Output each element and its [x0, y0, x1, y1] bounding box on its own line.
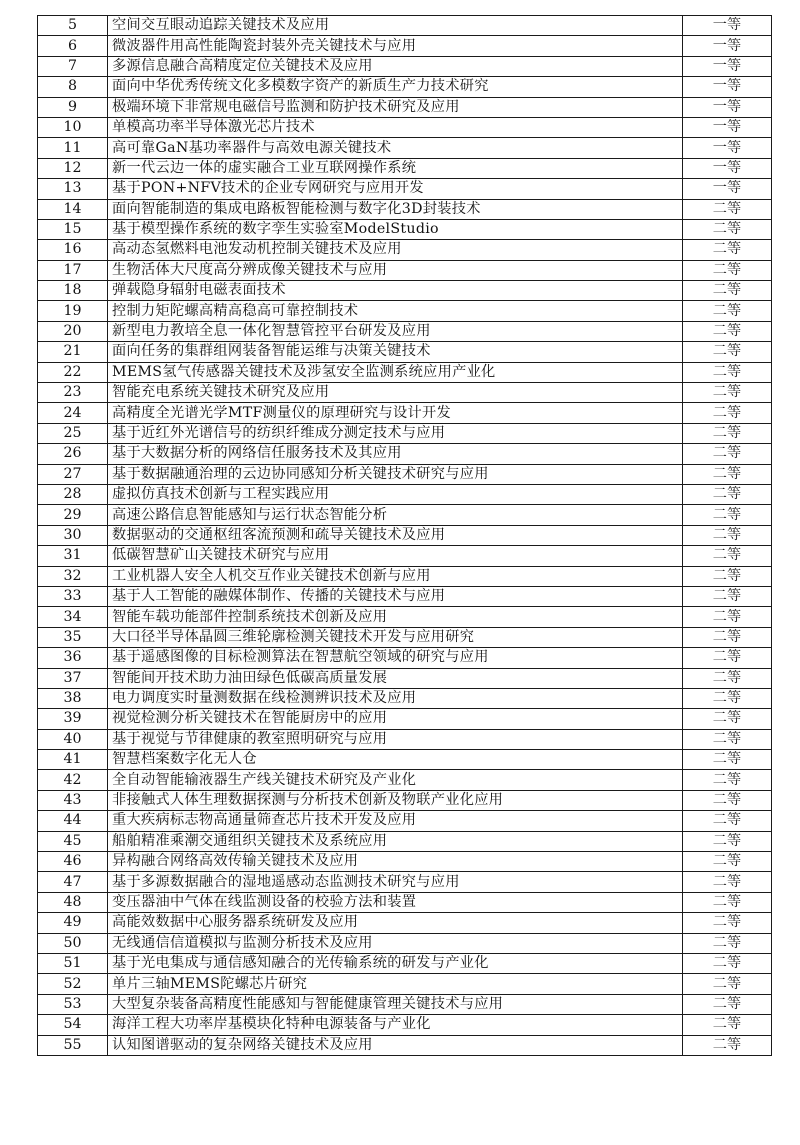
award-grade-cell: 一等: [683, 179, 772, 199]
row-number-cell: 27: [38, 464, 108, 484]
row-number-cell: 31: [38, 546, 108, 566]
row-number-cell: 47: [38, 872, 108, 892]
award-grade-cell: 一等: [683, 138, 772, 158]
table-row: [38, 913, 772, 933]
award-grade-cell: 二等: [683, 974, 772, 994]
row-number-cell: 17: [38, 260, 108, 280]
row-number-cell: 11: [38, 138, 108, 158]
table-row: [38, 525, 772, 545]
project-name-cell: 弹载隐身辐射电磁表面技术: [108, 281, 683, 301]
project-name-cell: 多源信息融合高精度定位关键技术及应用: [108, 56, 683, 76]
award-grade-cell: 二等: [683, 709, 772, 729]
project-name-cell: 大口径半导体晶圆三维轮廓检测关键技术开发与应用研究: [108, 627, 683, 647]
project-name-cell: 基于大数据分析的网络信任服务技术及其应用: [108, 444, 683, 464]
project-name-cell: 低碳智慧矿山关键技术研究与应用: [108, 546, 683, 566]
row-number-cell: 18: [38, 281, 108, 301]
project-name-cell: 单片三轴MEMS陀螺芯片研究: [108, 974, 683, 994]
award-grade-cell: 二等: [683, 668, 772, 688]
award-grade-cell: 一等: [683, 36, 772, 56]
table-row: [38, 790, 772, 810]
project-name-cell: 电力调度实时量测数据在线检测辨识技术及应用: [108, 688, 683, 708]
row-number-cell: 21: [38, 342, 108, 362]
table-row: [38, 16, 772, 36]
table-row: [38, 1015, 772, 1035]
project-name-cell: 视觉检测分析关键技术在智能厨房中的应用: [108, 709, 683, 729]
award-table-body: [38, 16, 772, 1056]
project-name-cell: 智能车载功能部件控制系统技术创新及应用: [108, 607, 683, 627]
award-grade-cell: 二等: [683, 423, 772, 443]
table-row: [38, 219, 772, 239]
row-number-cell: 44: [38, 811, 108, 831]
table-row: [38, 729, 772, 749]
project-name-cell: 基于人工智能的融媒体制作、传播的关键技术与应用: [108, 586, 683, 606]
project-name-cell: 高能效数据中心服务器系统研发及应用: [108, 913, 683, 933]
row-number-cell: 37: [38, 668, 108, 688]
row-number-cell: 24: [38, 403, 108, 423]
award-grade-cell: 二等: [683, 627, 772, 647]
row-number-cell: 33: [38, 586, 108, 606]
table-row: [38, 281, 772, 301]
table-row: [38, 546, 772, 566]
project-name-cell: 工业机器人安全人机交互作业关键技术创新与应用: [108, 566, 683, 586]
award-grade-cell: 二等: [683, 892, 772, 912]
award-grade-cell: 二等: [683, 953, 772, 973]
project-name-cell: 新型电力教培全息一体化智慧管控平台研发及应用: [108, 321, 683, 341]
row-number-cell: 43: [38, 790, 108, 810]
row-number-cell: 6: [38, 36, 108, 56]
row-number-cell: 36: [38, 648, 108, 668]
project-name-cell: 认知图谱驱动的复杂网络关键技术及应用: [108, 1035, 683, 1055]
row-number-cell: 28: [38, 484, 108, 504]
project-name-cell: 空间交互眼动追踪关键技术及应用: [108, 16, 683, 36]
project-name-cell: 虚拟仿真技术创新与工程实践应用: [108, 484, 683, 504]
row-number-cell: 30: [38, 525, 108, 545]
table-row: [38, 668, 772, 688]
row-number-cell: 22: [38, 362, 108, 382]
row-number-cell: 32: [38, 566, 108, 586]
project-name-cell: 基于近红外光谱信号的纺织纤维成分测定技术与应用: [108, 423, 683, 443]
table-row: [38, 484, 772, 504]
table-row: [38, 260, 772, 280]
award-grade-cell: 二等: [683, 444, 772, 464]
project-name-cell: 数据驱动的交通枢纽客流预测和疏导关键技术及应用: [108, 525, 683, 545]
table-row: [38, 994, 772, 1014]
award-grade-cell: 二等: [683, 729, 772, 749]
award-grade-cell: 二等: [683, 484, 772, 504]
row-number-cell: 49: [38, 913, 108, 933]
row-number-cell: 50: [38, 933, 108, 953]
award-grade-cell: 二等: [683, 321, 772, 341]
table-row: [38, 607, 772, 627]
award-grade-cell: 二等: [683, 607, 772, 627]
table-row: [38, 892, 772, 912]
table-row: [38, 77, 772, 97]
award-grade-cell: 一等: [683, 56, 772, 76]
award-grade-cell: 二等: [683, 505, 772, 525]
row-number-cell: 19: [38, 301, 108, 321]
project-name-cell: 面向智能制造的集成电路板智能检测与数字化3D封装技术: [108, 199, 683, 219]
award-grade-cell: 二等: [683, 219, 772, 239]
project-name-cell: 智能充电系统关键技术研究及应用: [108, 383, 683, 403]
award-grade-cell: 二等: [683, 546, 772, 566]
table-row: [38, 688, 772, 708]
project-name-cell: 基于数据融通治理的云边协同感知分析关键技术研究与应用: [108, 464, 683, 484]
award-grade-cell: 二等: [683, 648, 772, 668]
table-row: [38, 770, 772, 790]
row-number-cell: 40: [38, 729, 108, 749]
award-grade-cell: 二等: [683, 383, 772, 403]
table-row: [38, 505, 772, 525]
row-number-cell: 51: [38, 953, 108, 973]
project-name-cell: 单模高功率半导体激光芯片技术: [108, 117, 683, 137]
row-number-cell: 55: [38, 1035, 108, 1055]
award-grade-cell: 二等: [683, 750, 772, 770]
table-row: [38, 138, 772, 158]
project-name-cell: 高速公路信息智能感知与运行状态智能分析: [108, 505, 683, 525]
table-row: [38, 36, 772, 56]
table-row: [38, 240, 772, 260]
table-row: [38, 1035, 772, 1055]
row-number-cell: 14: [38, 199, 108, 219]
row-number-cell: 45: [38, 831, 108, 851]
award-grade-cell: 二等: [683, 566, 772, 586]
project-name-cell: 智能间开技术助力油田绿色低碳高质量发展: [108, 668, 683, 688]
award-grade-cell: 二等: [683, 770, 772, 790]
award-grade-cell: 二等: [683, 933, 772, 953]
award-grade-cell: 二等: [683, 403, 772, 423]
award-grade-cell: 一等: [683, 77, 772, 97]
row-number-cell: 52: [38, 974, 108, 994]
table-row: [38, 811, 772, 831]
project-name-cell: 变压器油中气体在线监测设备的校验方法和装置: [108, 892, 683, 912]
project-name-cell: 基于PON+NFV技术的企业专网研究与应用开发: [108, 179, 683, 199]
award-grade-cell: 二等: [683, 994, 772, 1014]
project-name-cell: 智慧档案数字化无人仓: [108, 750, 683, 770]
project-name-cell: 高精度全光谱光学MTF测量仪的原理研究与设计开发: [108, 403, 683, 423]
table-row: [38, 750, 772, 770]
award-table: [37, 15, 772, 1056]
award-grade-cell: 二等: [683, 872, 772, 892]
table-row: [38, 852, 772, 872]
row-number-cell: 15: [38, 219, 108, 239]
table-row: [38, 403, 772, 423]
award-grade-cell: 一等: [683, 16, 772, 36]
row-number-cell: 41: [38, 750, 108, 770]
project-name-cell: 海洋工程大功率岸基模块化特种电源装备与产业化: [108, 1015, 683, 1035]
table-row: [38, 648, 772, 668]
row-number-cell: 20: [38, 321, 108, 341]
project-name-cell: 面向任务的集群组网装备智能运维与决策关键技术: [108, 342, 683, 362]
row-number-cell: 39: [38, 709, 108, 729]
table-row: [38, 953, 772, 973]
project-name-cell: 高动态氢燃料电池发动机控制关键技术及应用: [108, 240, 683, 260]
award-grade-cell: 二等: [683, 260, 772, 280]
table-row: [38, 974, 772, 994]
row-number-cell: 7: [38, 56, 108, 76]
project-name-cell: MEMS氢气传感器关键技术及涉氢安全监测系统应用产业化: [108, 362, 683, 382]
table-row: [38, 179, 772, 199]
award-grade-cell: 一等: [683, 97, 772, 117]
row-number-cell: 8: [38, 77, 108, 97]
award-grade-cell: 一等: [683, 158, 772, 178]
table-row: [38, 342, 772, 362]
project-name-cell: 船舶精准乘潮交通组织关键技术及系统应用: [108, 831, 683, 851]
project-name-cell: 生物活体大尺度高分辨成像关键技术与应用: [108, 260, 683, 280]
award-grade-cell: 二等: [683, 362, 772, 382]
row-number-cell: 29: [38, 505, 108, 525]
row-number-cell: 23: [38, 383, 108, 403]
row-number-cell: 9: [38, 97, 108, 117]
row-number-cell: 38: [38, 688, 108, 708]
project-name-cell: 新一代云边一体的虚实融合工业互联网操作系统: [108, 158, 683, 178]
project-name-cell: 大型复杂装备高精度性能感知与智能健康管理关键技术与应用: [108, 994, 683, 1014]
project-name-cell: 异构融合网络高效传输关键技术及应用: [108, 852, 683, 872]
project-name-cell: 全自动智能输液器生产线关键技术研究及产业化: [108, 770, 683, 790]
row-number-cell: 26: [38, 444, 108, 464]
row-number-cell: 16: [38, 240, 108, 260]
table-row: [38, 566, 772, 586]
table-row: [38, 56, 772, 76]
award-grade-cell: 二等: [683, 301, 772, 321]
award-grade-cell: 二等: [683, 342, 772, 362]
table-row: [38, 117, 772, 137]
table-row: [38, 158, 772, 178]
row-number-cell: 10: [38, 117, 108, 137]
award-grade-cell: 二等: [683, 811, 772, 831]
table-row: [38, 383, 772, 403]
row-number-cell: 13: [38, 179, 108, 199]
award-grade-cell: 二等: [683, 790, 772, 810]
award-grade-cell: 二等: [683, 586, 772, 606]
award-grade-cell: 二等: [683, 913, 772, 933]
project-name-cell: 控制力矩陀螺高精高稳高可靠控制技术: [108, 301, 683, 321]
award-grade-cell: 二等: [683, 688, 772, 708]
project-name-cell: 基于光电集成与通信感知融合的光传输系统的研发与产业化: [108, 953, 683, 973]
table-row: [38, 627, 772, 647]
table-row: [38, 872, 772, 892]
project-name-cell: 高可靠GaN基功率器件与高效电源关键技术: [108, 138, 683, 158]
table-row: [38, 831, 772, 851]
row-number-cell: 25: [38, 423, 108, 443]
award-grade-cell: 二等: [683, 1035, 772, 1055]
project-name-cell: 无线通信信道模拟与监测分析技术及应用: [108, 933, 683, 953]
project-name-cell: 基于模型操作系统的数字孪生实验室ModelStudio: [108, 219, 683, 239]
table-row: [38, 423, 772, 443]
table-row: [38, 362, 772, 382]
row-number-cell: 12: [38, 158, 108, 178]
award-grade-cell: 二等: [683, 1015, 772, 1035]
project-name-cell: 基于多源数据融合的湿地遥感动态监测技术研究与应用: [108, 872, 683, 892]
row-number-cell: 48: [38, 892, 108, 912]
award-grade-cell: 二等: [683, 281, 772, 301]
project-name-cell: 重大疾病标志物高通量筛查芯片技术开发及应用: [108, 811, 683, 831]
table-row: [38, 97, 772, 117]
project-name-cell: 非接触式人体生理数据探测与分析技术创新及物联产业化应用: [108, 790, 683, 810]
award-grade-cell: 一等: [683, 117, 772, 137]
row-number-cell: 54: [38, 1015, 108, 1035]
table-row: [38, 464, 772, 484]
table-row: [38, 199, 772, 219]
project-name-cell: 面向中华优秀传统文化多模数字资产的新质生产力技术研究: [108, 77, 683, 97]
table-row: [38, 586, 772, 606]
project-name-cell: 极端环境下非常规电磁信号监测和防护技术研究及应用: [108, 97, 683, 117]
row-number-cell: 5: [38, 16, 108, 36]
award-grade-cell: 二等: [683, 464, 772, 484]
project-name-cell: 微波器件用高性能陶瓷封装外壳关键技术与应用: [108, 36, 683, 56]
table-row: [38, 444, 772, 464]
row-number-cell: 46: [38, 852, 108, 872]
project-name-cell: 基于遥感图像的目标检测算法在智慧航空领域的研究与应用: [108, 648, 683, 668]
table-row: [38, 933, 772, 953]
award-grade-cell: 二等: [683, 831, 772, 851]
award-grade-cell: 二等: [683, 525, 772, 545]
table-row: [38, 321, 772, 341]
row-number-cell: 42: [38, 770, 108, 790]
award-grade-cell: 二等: [683, 240, 772, 260]
table-row: [38, 709, 772, 729]
row-number-cell: 34: [38, 607, 108, 627]
award-grade-cell: 二等: [683, 199, 772, 219]
award-grade-cell: 二等: [683, 852, 772, 872]
row-number-cell: 53: [38, 994, 108, 1014]
row-number-cell: 35: [38, 627, 108, 647]
project-name-cell: 基于视觉与节律健康的教室照明研究与应用: [108, 729, 683, 749]
table-row: [38, 301, 772, 321]
